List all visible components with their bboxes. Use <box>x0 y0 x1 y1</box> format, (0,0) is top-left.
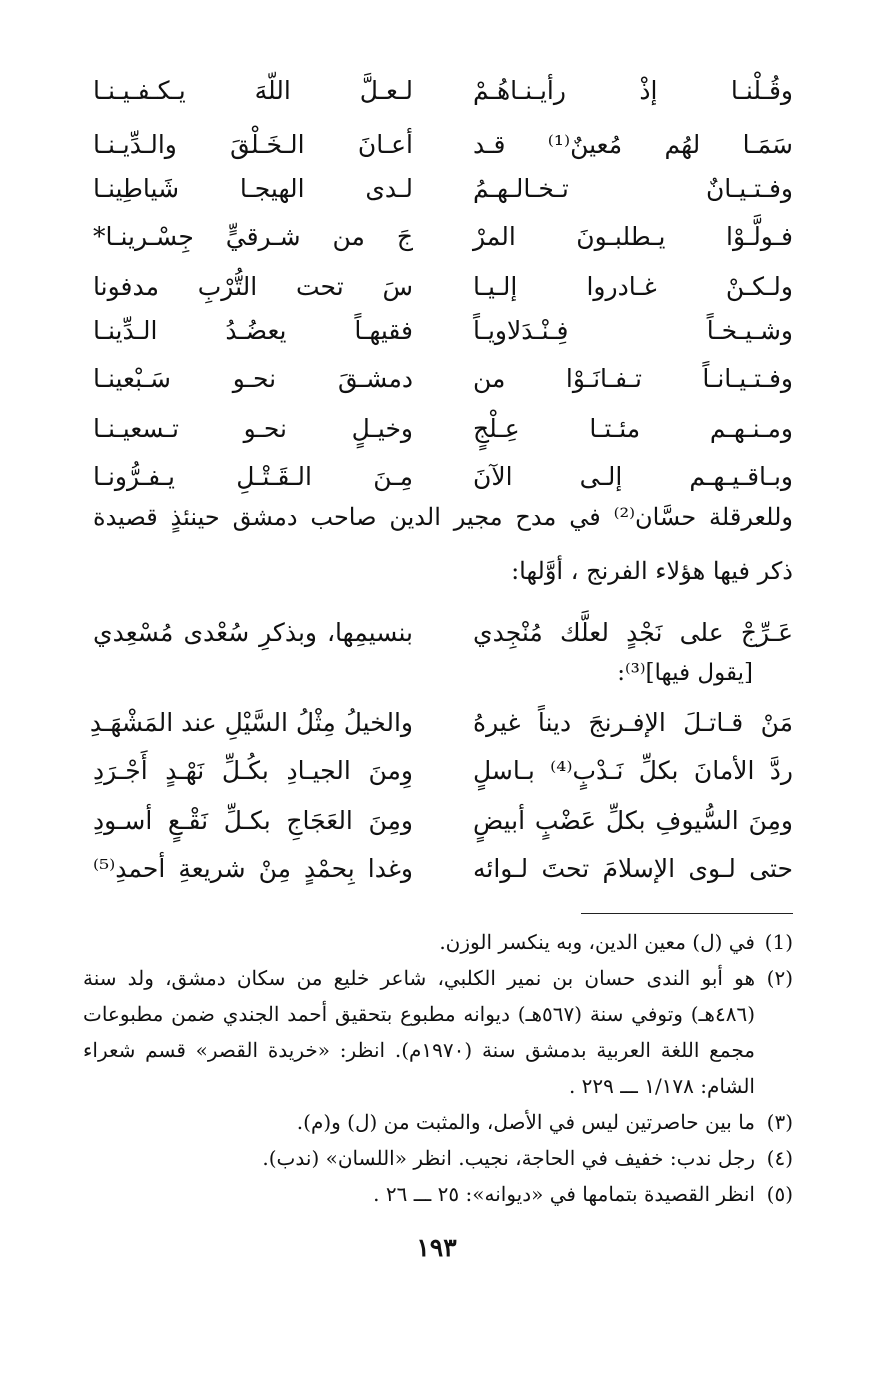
verse-second-hemistich: ومِنَ العَجَاجِ بكـلِّ نَقْـعٍ أسـودِ <box>93 805 413 835</box>
verse-second-hemistich: بنسيمِها، وبذكرِ سُعْدى مُسْعِدي <box>93 617 413 647</box>
footnote-5 <box>83 1176 793 1212</box>
verse-second-hemistich: مِـنَ الـقَـتْـلِ يـفـرُّونـا <box>93 461 413 491</box>
verse-couplet <box>93 456 793 496</box>
verse-second-hemistich: فقيهـاً يعضُـدُ الـدِّينـا <box>93 315 413 345</box>
verse-second-hemistich: وخيـلٍ نحـو تـسعيـنـا <box>93 413 413 443</box>
verse-first-hemistich: ولـكـنْ غـادروا إلـيـا <box>473 271 793 301</box>
verse-couplet <box>93 168 793 208</box>
verse-couplet <box>93 848 793 888</box>
verse-second-hemistich: لـعـلَّ اللّهَ يـكـفـيـنـا <box>93 75 413 105</box>
prose-line: ذكر فيها هؤلاء الفرنج ، أوَّلها: <box>511 557 793 585</box>
verse-couplet <box>93 612 793 652</box>
footnote-1 <box>83 924 793 960</box>
verse-couplet <box>93 358 793 398</box>
verse-first-hemistich: وقُـلْنـا إذْ رأيـنـاهُـمْ <box>473 75 793 105</box>
footnote-text: (٤٨٦هـ) وتوفي سنة (٥٦٧هـ) ديوانه مطبوع بتحقيق أحمد الجندي ضمن مطبوعات <box>83 1002 756 1026</box>
footnote-text: الشام: ١/١٧٨ ـــ ٢٢٩ . <box>568 1074 755 1098</box>
verse-couplet <box>93 70 793 110</box>
footnote-4 <box>83 1140 793 1176</box>
verse-couplet <box>93 266 793 306</box>
verse-couplet <box>93 310 793 350</box>
verse-first-hemistich: ومِنَ السُّيوفِ بكلِّ عَضْبٍ أبيضٍ <box>473 805 793 835</box>
verse-second-hemistich: سَ تحت التُّرْبِ مدفونا <box>93 271 413 301</box>
verse-second-hemistich: دمشـقَ نحـو سَـبْعينـا <box>93 363 413 393</box>
verse-second-hemistich: وِمنَ الجيـادِ بكُـلِّ نَهْـدٍ أَجْـرَدِ <box>93 755 413 785</box>
verse-first-hemistich: عَـرِّجْ على نَجْدٍ لعلَّك مُنْجِدي <box>473 617 793 647</box>
verse-second-hemistich: وغدا بِحمْدٍ مِنْ شريعةِ أحمدِ⁽⁵⁾ <box>93 853 413 883</box>
footnote-number: (٥) <box>766 1182 793 1206</box>
footnote-text: هو أبو الندى حسان بن نمير الكلبي، شاعر خليع من سكان دمشق، ولد سنة <box>83 966 755 990</box>
verse-first-hemistich: فـولَّـوْا يـطلبـونَ المرْ <box>473 221 793 251</box>
page-number: ١٩٣ <box>416 1233 457 1262</box>
verse-first-hemistich: سَمَـا لهُم مُعينٌ⁽¹⁾ قـد <box>473 129 793 159</box>
footnote-text: ما بين حاصرتين ليس في الأصل، والمثبت من (ل) و(م). <box>296 1110 755 1134</box>
footnote-separator <box>581 913 793 914</box>
verse-first-hemistich: ردَّ الأمانَ بكلِّ نَـدْبٍ⁽⁴⁾ بـاسلٍ <box>473 755 793 785</box>
footnote-text: رجل ندب: خفيف في الحاجة، نجيب. انظر «اللسان» (ندب). <box>262 1146 755 1170</box>
verse-couplet <box>93 124 793 164</box>
footnote-text: في (ل) معين الدين، وبه ينكسر الوزن. <box>439 930 755 954</box>
verse-second-hemistich: جَ من شـرقيٍّ جِسْـرينـا* <box>93 221 413 251</box>
verse-second-hemistich: لـدى الهيجـا شَياطِينـا <box>93 173 413 203</box>
footnote-text: مجمع اللغة العربية بدمشق سنة (١٩٧٠م). انظر: «خريدة القصر» قسم شعراء <box>83 1038 755 1062</box>
verse-first-hemistich: وفـتـيـانـاً تـفـانَـوْا من <box>473 363 793 393</box>
verse-couplet <box>93 800 793 840</box>
verse-first-hemistich: وبـاقـيـهـم إلـى الآنَ <box>473 461 793 491</box>
prose-line: وللعرقلة حسَّان⁽²⁾ في مدح مجير الدين صاحب دمشق حينئذٍ قصيدة <box>93 503 793 531</box>
footnote-number: (٢) <box>766 966 793 990</box>
footnote-text: انظر القصيدة بتمامها في «ديوانه»: ٢٥ ـــ ٢٦ . <box>373 1182 755 1206</box>
footnote-number: (٣) <box>766 1110 793 1134</box>
verse-first-hemistich: مَنْ قـاتـلَ الإفـرنجَ ديناً غيرهُ <box>473 707 793 737</box>
verse-couplet <box>93 750 793 790</box>
verse-couplet <box>93 216 793 256</box>
verse-couplet <box>93 408 793 448</box>
verse-first-hemistich: وشـيـخـاً فِـنْـدَلاويـاً <box>473 315 793 345</box>
footnote-number: (1) <box>764 930 793 954</box>
verse-first-hemistich: ومـنـهـم مئـتـا عِـلْجٍ <box>473 413 793 443</box>
footnote-3 <box>83 1104 793 1140</box>
prose-paragraph <box>93 494 793 594</box>
footnote-2 <box>83 960 793 1104</box>
verse-first-hemistich: وفـتـيـانٌ تـخـالـهـمُ <box>473 173 793 203</box>
verse-couplet <box>89 702 793 742</box>
footnote-number: (٤) <box>766 1146 793 1170</box>
verse-second-hemistich: أعـانَ الـخَـلْقَ والـدِّيـنـا <box>93 129 413 159</box>
verse-second-hemistich: والخيلُ مِثْلُ السَّيْلِ عند المَشْهَـدِ <box>89 707 413 737</box>
editor-note-label: [يقول فيها]⁽³⁾: <box>617 660 753 686</box>
verse-first-hemistich: حتى لـوى الإسلامَ تحتَ لـوائه <box>473 853 793 883</box>
